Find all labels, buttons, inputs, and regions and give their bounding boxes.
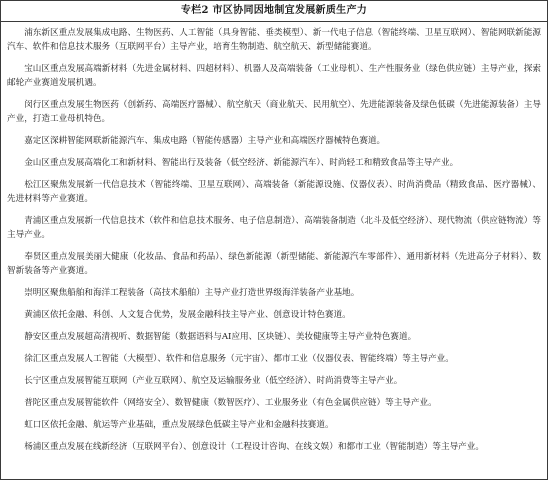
column-body	[1, 22, 547, 454]
paragraph-pudong: 浦东新区重点发展集成电路、生物医药、人工智能（具身智能、垂类模型）、新一代电子信息（智能终端、卫星互联网）、智能网联新能源汽车、软件和信息技术服务（互联网平台）主导产业，培育生物制造、航空航天、新型储能赛道。	[7, 28, 541, 52]
paragraph-songjiang: 松江区聚焦发展新一代信息技术（智能终端、卫星互联网）、高端装备（新能源设施、仪器仪表）、时尚消费品（精致食品、医疗器械）、先进材料等产业赛道。	[7, 180, 541, 204]
paragraph-qingpu: 青浦区重点发展新一代信息技术（软件和信息技术服务、电子信息制造）、高端装备制造（北斗及低空经济）、现代物流（供应链物流）等主导产业。	[7, 216, 541, 240]
paragraph-baoshan: 宝山区重点发展高端新材料（先进金属材料、四超材料）、机器人及高端装备（工业母机）、生产性服务业（绿色供应链）主导产业，探索邮轮产业赛道发展机遇。	[7, 64, 541, 88]
paragraph-huangpu: 黄浦区依托金融、科创、人文复合优势，发展金融科技主导产业、创意设计特色赛道。	[24, 310, 351, 320]
paragraph-minhang: 闵行区重点发展生物医药（创新药、高端医疗器械）、航空航天（商业航天、民用航空）、先进能源装备及绿色低碳（先进能源装备）主导产业，打造工业母机特色。	[7, 100, 541, 124]
paragraph-xuhui: 徐汇区重点发展人工智能（大模型）、软件和信息服务（元宇宙）、都市工业（仪器仪表、智能终端）等主导产业。	[24, 354, 454, 364]
paragraph-hongkou: 虹口区依托金融、航运等产业基础，重点发展绿色低碳主导产业和金融科技赛道。	[24, 420, 334, 430]
paragraph-jiading: 嘉定区深耕智能网联新能源汽车、集成电路（智能传感器）主导产业和高端医疗器械特色赛道。	[24, 136, 386, 146]
paragraph-jinshan: 金山区重点发展高端化工和新材料、智能出行及装备（低空经济、新能源汽车）、时尚轻工和精致食品等主导产业。	[24, 158, 459, 168]
paragraph-jingan: 静安区重点发展超高清视听、数据智能（数据语料与AI应用、区块链）、美妆健康等主导产业特色赛道。	[24, 332, 417, 342]
paragraph-changning: 长宁区重点发展智能互联网（产业互联网）、航空及运输服务业（低空经济）、时尚消费等主导产业。	[24, 376, 403, 386]
column-title: 专栏2 市区协同因地制宜发展新质生产力	[1, 1, 547, 22]
paragraph-putuo: 普陀区重点发展智能软件（网络安全）、数智健康（数智医疗）、工业服务业（有色金属供应链）等主导产业。	[24, 398, 437, 408]
paragraph-yangpu: 杨浦区重点发展在线新经济（互联网平台）、创意设计（工程设计咨询、在线文娱）和都市工业（智能制造）等主导产业。	[24, 442, 484, 452]
paragraph-chongming: 崇明区聚焦船舶和海洋工程装备（高技术船舶）主导产业打造世界级海洋装备产业基地。	[24, 288, 360, 298]
paragraph-fengxian: 奉贤区重点发展美丽大健康（化妆品、食品和药品）、绿色新能源（新型储能、新能源汽车零部件）、通用新材料（先进高分子材料）、数智新装备等产业赛道。	[7, 252, 541, 276]
